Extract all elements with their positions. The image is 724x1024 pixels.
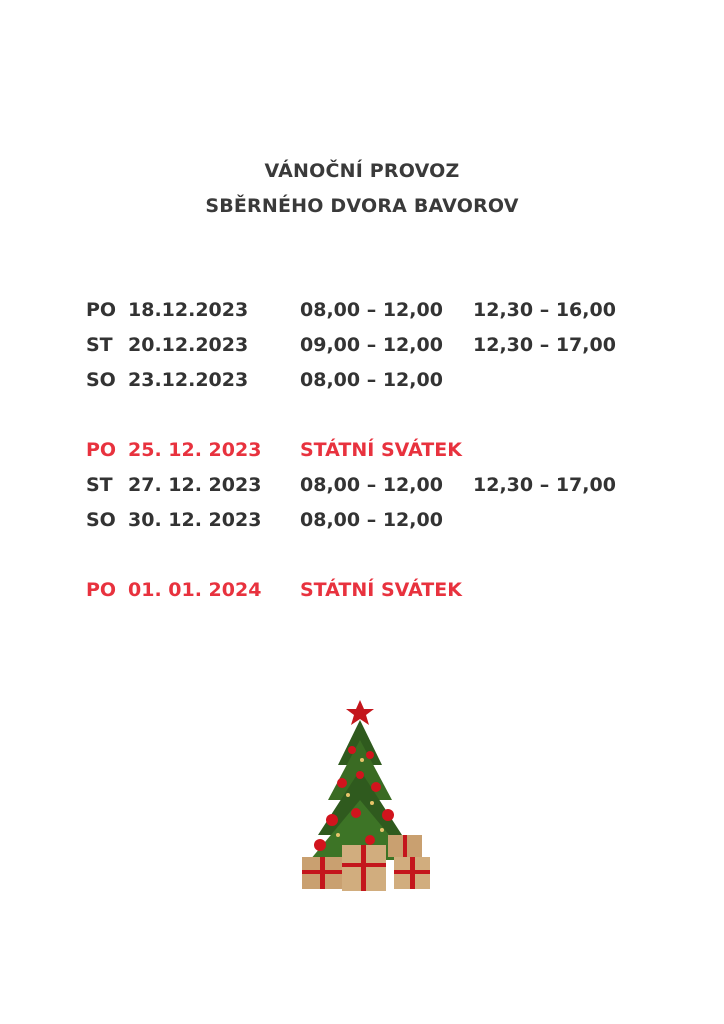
title-line-2: SBĚRNÉHO DVORA BAVOROV: [205, 195, 519, 217]
day-label: PO: [86, 439, 117, 461]
christmas-tree-icon: [290, 695, 435, 895]
day-label: SO: [86, 509, 116, 531]
time-slot-1: 08,00 – 12,00: [300, 299, 443, 321]
holiday-label: STÁTNÍ SVÁTEK: [300, 579, 462, 601]
time-slot-1: 08,00 – 12,00: [300, 509, 443, 531]
date-label: 20.12.2023: [128, 334, 249, 356]
date-label: 27. 12. 2023: [128, 474, 262, 496]
holiday-label: STÁTNÍ SVÁTEK: [300, 439, 462, 461]
day-label: PO: [86, 579, 117, 601]
date-label: 30. 12. 2023: [128, 509, 262, 531]
time-slot-1: 08,00 – 12,00: [300, 369, 443, 391]
day-label: ST: [86, 474, 113, 496]
date-label: 01. 01. 2024: [128, 579, 262, 601]
time-slot-1: 08,00 – 12,00: [300, 474, 443, 496]
time-slot-2: 12,30 – 17,00: [473, 474, 616, 496]
day-label: ST: [86, 334, 113, 356]
time-slot-2: 12,30 – 16,00: [473, 299, 616, 321]
time-slot-1: 09,00 – 12,00: [300, 334, 443, 356]
date-label: 25. 12. 2023: [128, 439, 262, 461]
day-label: PO: [86, 299, 117, 321]
date-label: 18.12.2023: [128, 299, 249, 321]
title-line-1: VÁNOČNÍ PROVOZ: [264, 160, 460, 182]
day-label: SO: [86, 369, 116, 391]
date-label: 23.12.2023: [128, 369, 249, 391]
time-slot-2: 12,30 – 17,00: [473, 334, 616, 356]
